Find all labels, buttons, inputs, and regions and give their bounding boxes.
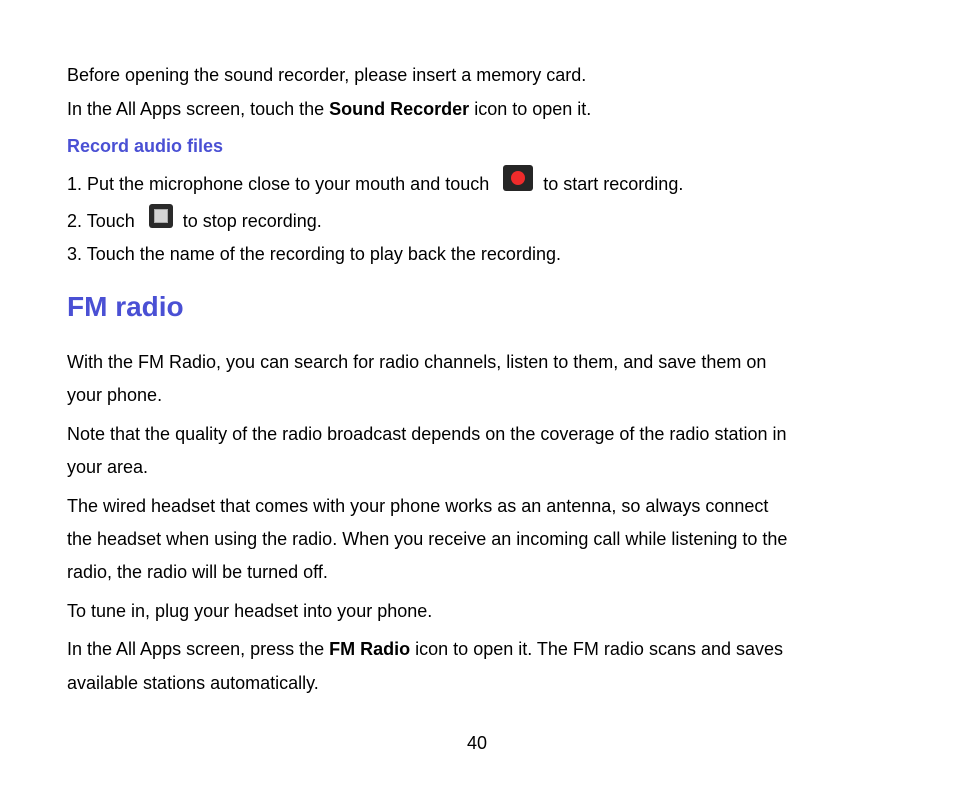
fm-paragraph-2a: Note that the quality of the radio broadcast depends on the coverage of the radio station in: [67, 424, 787, 444]
sound-recorder-label: Sound Recorder: [329, 99, 470, 119]
stop-icon: [149, 204, 173, 228]
fm-paragraph-5a: In the All Apps screen, press the FM Radio icon to open it. The FM radio scans and saves: [67, 639, 784, 659]
record-audio-heading: Record audio files: [67, 136, 224, 156]
fm-paragraph-4: To tune in, plug your headset into your phone.: [67, 601, 433, 621]
fm-paragraph-3b: the headset when using the radio. When you receive an incoming call while listening to the: [67, 529, 788, 549]
fm-radio-title: FM radio: [67, 291, 184, 322]
record-icon: [503, 165, 533, 191]
fm-paragraph-2b: your area.: [67, 457, 149, 477]
page-number: 40: [466, 733, 488, 753]
fm-paragraph-3c: radio, the radio will be turned off.: [67, 562, 328, 582]
step-3: 3. Touch the name of the recording to play back the recording.: [67, 244, 561, 264]
intro-line-2: In the All Apps screen, touch the Sound Recorder icon to open it.: [67, 99, 592, 119]
step-2: 2. Touch to stop recording.: [67, 205, 322, 238]
fm-paragraph-5b: available stations automatically.: [67, 673, 319, 693]
fm-radio-label: FM Radio: [329, 639, 411, 659]
fm-paragraph-1a: With the FM Radio, you can search for radio channels, listen to them, and save them on: [67, 352, 767, 372]
fm-paragraph-1b: your phone.: [67, 385, 163, 405]
intro-line-1: Before opening the sound recorder, please insert a memory card.: [67, 65, 587, 85]
step-1: 1. Put the microphone close to your mouth and touch to start recording.: [67, 168, 683, 201]
fm-paragraph-3a: The wired headset that comes with your phone works as an antenna, so always connect: [67, 496, 769, 516]
